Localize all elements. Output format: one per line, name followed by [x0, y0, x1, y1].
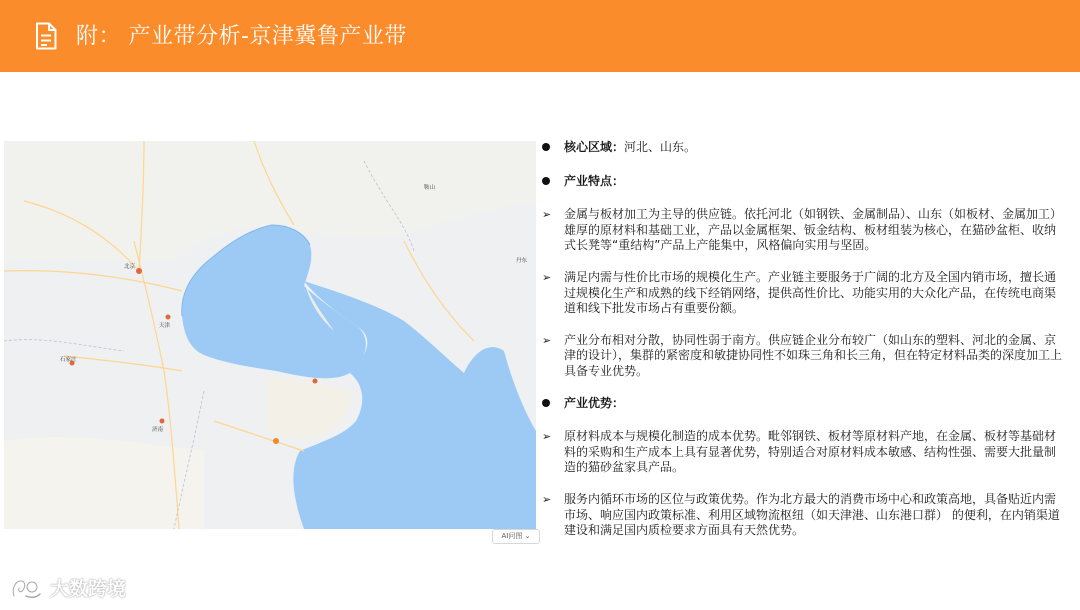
region-map[interactable]: [4, 141, 536, 529]
map-canvas: [4, 141, 536, 529]
arrow-bullet-icon: ➢: [542, 333, 552, 347]
page-title: 附： 产业带分析-京津冀鲁产业带: [76, 24, 407, 49]
arrow-bullet-icon: ➢: [542, 270, 552, 284]
document-icon: [34, 22, 58, 50]
feature-item: [542, 207, 1062, 254]
arrow-bullet-icon: ➢: [542, 430, 552, 444]
bullet-dot-icon: [542, 143, 550, 151]
arrow-bullet-icon: ➢: [542, 492, 552, 506]
map-label-beijing: 北京: [124, 264, 136, 270]
feature-item: [542, 270, 1062, 317]
feature-text: 满足内需与性价比市场的规模化生产。产业链主要服务于广阔的北方及全国内销市场，擅长通过规模化生产和成熟的线下经销网络，提供高性价比、功能实用的大众化产品，在传统电商渠道和线下批发市场占有重要份额。: [564, 269, 1057, 316]
arrow-bullet-icon: ➢: [542, 208, 552, 222]
map-label-anshan: 鞍山: [424, 185, 436, 191]
map-label-shijiazhuang: 石家庄: [60, 357, 77, 363]
core-region-label: 核心区域: [564, 140, 613, 154]
bullet-dot-icon: [542, 399, 550, 407]
advantage-text: 服务内循环市场的区位与政策优势。作为北方最大的消费市场中心和政策高地，具备贴近内需市场、响应国内政策标准、利用区域物流枢纽（如天津港、山东港口群） 的便利，在内销渠道建设和满足国内质检要求方面具有天然优势。: [564, 491, 1060, 538]
advantages-heading-colon: ：: [612, 395, 625, 410]
features-heading: [542, 174, 1062, 190]
feature-item: [542, 333, 1062, 380]
brand-logo-icon: [10, 576, 42, 602]
core-region-separator: ：: [612, 140, 625, 154]
advantage-item: [542, 429, 1062, 476]
header-bar: [0, 0, 1080, 72]
core-region-item: [542, 140, 1062, 156]
map-label-jinan: 济南: [152, 427, 164, 433]
features-heading-colon: ：: [612, 173, 625, 188]
core-region-value: 河北、山东。: [624, 140, 697, 154]
advantage-text: 原材料成本与规模化制造的成本优势。毗邻钢铁、板材等原材料产地，在金属、板材等基础材料的采购和生产成本上具有显著优势，特别适合对原材料成本敏感、结构性强、需要大批量制造的猫砂盆家具产品。: [564, 429, 1057, 475]
features-heading-label: 产业特点: [564, 173, 613, 188]
advantage-item: [542, 492, 1062, 539]
analysis-content: [542, 140, 1062, 555]
advantages-heading-label: 产业优势: [564, 395, 613, 410]
brand-name: 大数跨境: [50, 578, 127, 600]
map-label-tianjin: 天津: [159, 323, 171, 329]
bullet-dot-icon: [542, 177, 550, 185]
advantages-heading: [542, 396, 1062, 412]
feature-text: 金属与板材加工为主导的供应链。依托河北（如钢铁、金属制品）、山东（如板材、金属加工）雄厚的原材料和基础工业，产品以金属框架、钣金结构、板材组装为核心，在猫砂盆柜、收纳式长凳等“重结构”产品上产能集中，风格偏向实用与坚固。: [564, 207, 1063, 253]
map-label-dandong: 丹东: [516, 258, 528, 264]
feature-text: 产业分布相对分散，协同性弱于南方。供应链企业分布较广（如山东的塑料、河北的金属、京津的设计），集群的紧密度和敏捷协同性不如珠三角和长三角，但在特定材料品类的深度加工上具备专业优势。: [564, 332, 1063, 378]
ai-image-query-button[interactable]: AI问图 ⌄: [492, 529, 540, 544]
